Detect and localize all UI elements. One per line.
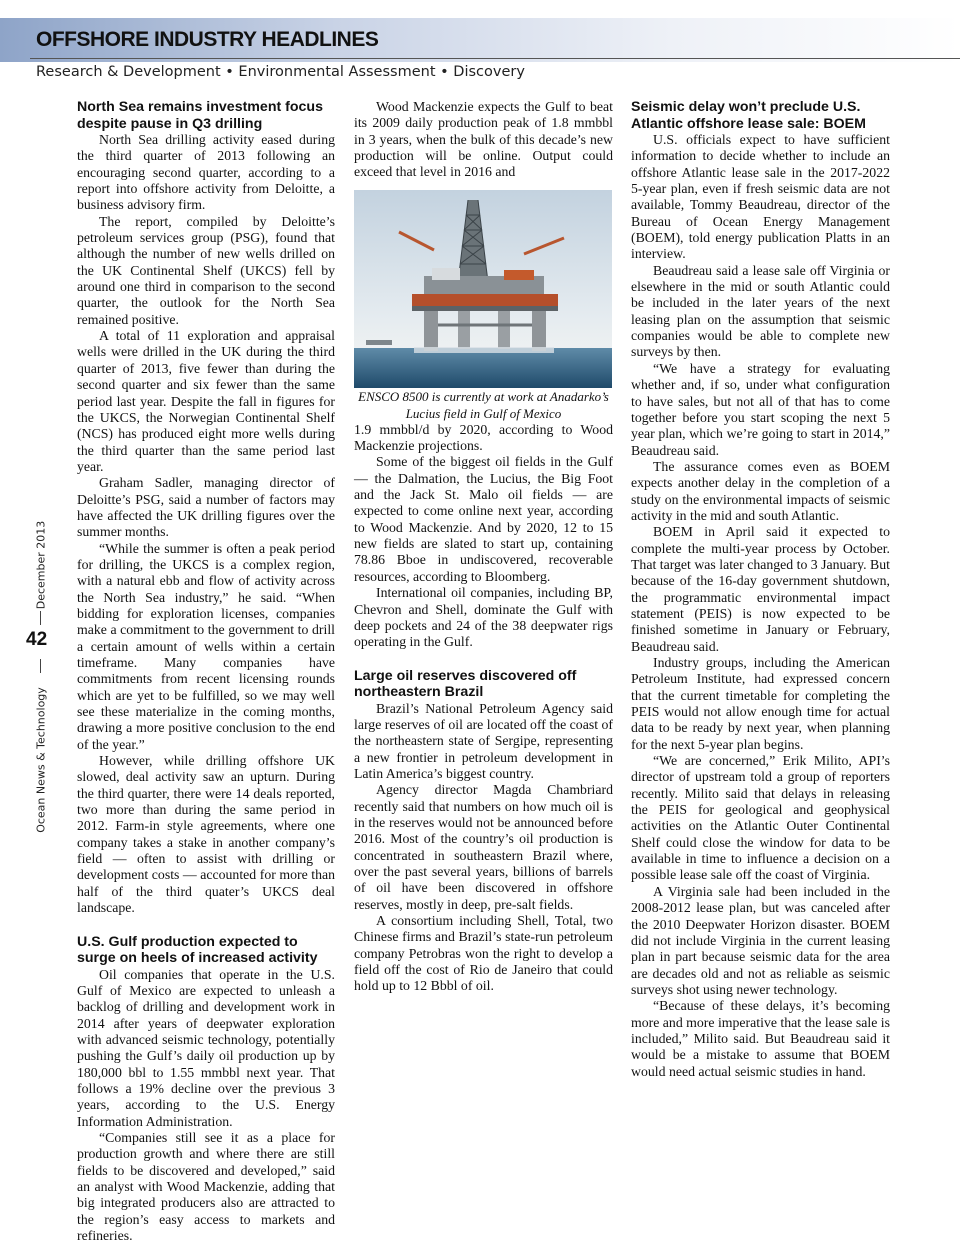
article-headline: U.S. Gulf production expected to surge on heels of increased activity xyxy=(77,933,318,966)
article-headline: Seismic delay won’t preclude U.S. Atlantic offshore lease sale: BOEM xyxy=(631,99,866,132)
rig-photo xyxy=(354,190,612,388)
column-3 xyxy=(631,99,890,1080)
article-paragraph: Oil companies that operate in the U.S. Gulf of Mexico are expected to unleash a backlog of drilling and development work in 2014 after years of deepwater exploration with advanced seismic technology, potentially pushing the Gulf’s daily oil production up by 180,000 bbl to 1.55 mmbbl next year. That follows a 19% decline over the previous 3 years, according to the U.S. Energy Information Administration. xyxy=(77,966,335,1129)
article-paragraph: “We have a strategy for evaluating whether and, if so, under what configuration to have sales, but not all of that has to come together before you start scoping the next 5 year plan, which we’re going to start in 2014,” Beaudreau said. xyxy=(631,360,890,458)
page-number: 42 xyxy=(26,629,48,650)
article-paragraph: A Virginia sale had been included in the 2008-2012 lease plan, but was canceled after the 2010 Deepwater Horizon disaster. BOEM did not include Virginia in the current leasing plan in part because seismic data for the area are decades old and not as reliable as seismic surveys shot using newer technology. xyxy=(631,883,890,997)
article-paragraph: International oil companies, including BP, Chevron and Shell, dominate the Gulf with deep pockets and 24 of the 38 deepwater rigs operating in the Gulf. xyxy=(354,585,613,650)
article-paragraph: Industry groups, including the American Petroleum Institute, had expressed concern that the current timetable for completing the PEIS would not allow enough time for actual data to be ready by next year, when planning for the next 5-year plan begins. xyxy=(631,655,890,752)
article-paragraph: 1.9 mmbbl/d by 2020, according to Wood Mackenzie projections. xyxy=(354,421,613,454)
article-paragraph: A total of 11 exploration and appraisal wells were drilled in the UK during the third quarter of 2013, five fewer than during the second quarter and six fewer than the same period last year. Despite the fall in figures for the UKCS, the Norwegian Continental Shelf (NCS) has produced eight more wells during the third quarter than the same period last year. xyxy=(77,328,335,474)
column-1 xyxy=(77,99,335,1244)
article-paragraph: Graham Sadler, managing director of Deloitte’s PSG, said a number of factors may have affected the UK drilling figures over the summer months. xyxy=(77,475,335,540)
photo-caption: ENSCO 8500 is currently at work at Anadarko’s Lucius field in Gulf of Mexico xyxy=(358,388,609,421)
article-paragraph: However, while drilling offshore UK slowed, deal activity saw an upturn. During the third quarter, there were 14 deals reported, two more than during the same period in 2012. Farm-in style agreements, where one company takes a stake in another company’s field — often to assist with drilling or development costs — accounted for more than half of the third quater’s UKCS deal landscape. xyxy=(77,753,335,916)
article-paragraph: U.S. officials expect to have sufficient information to decide whether to include an offshore Atlantic lease sale in the 2017-2022 5-year plan, even if fresh seismic data are not available, Tommy Beaudreau, director of the Bureau of Ocean Energy Management (BOEM), told energy publication Platts in an interview. xyxy=(631,132,890,262)
article-paragraph: “Companies still see it as a place for production growth and where there are still fields to be discovered and developed,” said an analyst with Wood Mackenzie, adding that big integrated producers also are attracted to the region’s easy access to markets and refineries. xyxy=(77,1129,335,1243)
article-paragraph: A consortium including Shell, Total, two Chinese firms and Brazil’s state-run petroleum company Petrobras won the right to develop a field off the cost of Rio de Janeiro that could hold up to 12 Bbbl of oil. xyxy=(354,913,613,994)
article-headline: North Sea remains investment focus despite pause in Q3 drilling xyxy=(77,99,323,132)
article-paragraph: “Because of these delays, it’s becoming more and more imperative that the lease sale is included,” Milito said. But Beaudreau said it would be a mistake to assume that BOEM would need actual seismic studies in hand. xyxy=(631,998,890,1079)
article-paragraph: BOEM in April said it expected to complete the multi-year process by October. That target was later changed to 3 January. But because of the 16-day government shutdown, the programmatic environmental impact statement (PEIS) is now expected to be finished sometime in January or February, Beaudreau said. xyxy=(631,524,890,654)
publication-name: Ocean News & Technology xyxy=(34,687,48,833)
article-paragraph: “We are concerned,” Erik Milito, API’s director of upstream told a group of reporters recently. Milito said that delays in releasing the PEIS for geological and geophysical activities on the Atlantic Outer Continental Shelf could close the window for data to be available in time to influence a decision on a possible lease sale off the coast of Virginia. xyxy=(631,753,890,883)
page-sidebar xyxy=(21,495,61,855)
article-paragraph: Wood Mackenzie expects the Gulf to beat its 2009 daily production peak of 1.8 mmbbl in 3 years, when the bulk of this decade’s new production will be online. Output could exceed that level in 2016 and xyxy=(354,99,613,180)
article-paragraph: “While the summer is often a peak period for drilling, the UKCS is a complex region, with a natural ebb and flow of activity across the North Sea industry,” he said. “When bidding for exploration licenses, companies make a commitment to the government to drill a certain amount of wells within a certain timeframe. Many companies have commitments from recent licensing rounds which are yet to be fulfilled, so we may well see these materialize in the coming months, drawing a more positive conclusion to the end of the year.” xyxy=(77,540,335,752)
article-paragraph: The assurance comes even as BOEM expects another delay in the completion of a study on the environmental impacts of seismic activity in the mid and south Atlantic. xyxy=(631,458,890,523)
article-paragraph: Some of the biggest oil fields in the Gulf — the Dalmation, the Lucius, the Big Foot and the Jack St. Malo oil fields — are expected to come online next year, according to Wood Mackenzie. And by 2020, 12 to 15 new fields are slated to start up, containing 78.86 Bboe in undiscovered, recoverable resources, according to Bloomberg. xyxy=(354,454,613,584)
article-paragraph: The report, compiled by Deloitte’s petroleum services group (PSG), found that although the number of new wells drilled on the UK Continental Shelf (UKCS) fell by around one third in comparison to the second quarter, the outlook for the North Sea remained positive. xyxy=(77,213,335,327)
sidebar-divider xyxy=(40,659,41,673)
header-divider xyxy=(30,58,960,59)
article-paragraph: Beaudreau said a lease sale off Virginia or elsewhere in the mid or south Atlantic could be included in the later years of the next leasing plan on the assumption that seismic companies would be able to complete new surveys by then. xyxy=(631,262,890,360)
article-headline: Large oil reserves discovered off northeastern Brazil xyxy=(354,667,577,701)
section-subtitle: Research & Development • Environmental Assessment • Discovery xyxy=(36,64,525,80)
column-2 xyxy=(354,99,613,995)
sidebar-divider xyxy=(40,611,41,625)
article-paragraph: Agency director Magda Chambriard recently said that numbers on how much oil is in the reserves would not be announced before 2016. Most of the country’s oil production is concentrated in southeastern Brazil where, over the past several years, billions of barrels of oil have been discovered in offshore reserves, mostly in deep, pre-salt fields. xyxy=(354,782,613,912)
article-paragraph: North Sea drilling activity eased during the third quarter of 2013 following an encouraging second quarter, according to a report into offshore activity from Deloitte, a business advisory firm. xyxy=(77,132,335,213)
issue-date: December 2013 xyxy=(34,520,48,610)
article-paragraph: Brazil’s National Petroleum Agency said large reserves of oil are located off the coast of the northeastern state of Sergipe, representing a new frontier in petroleum development in Latin America’s biggest country. xyxy=(354,700,613,781)
section-title: OFFSHORE INDUSTRY HEADLINES xyxy=(36,28,379,51)
